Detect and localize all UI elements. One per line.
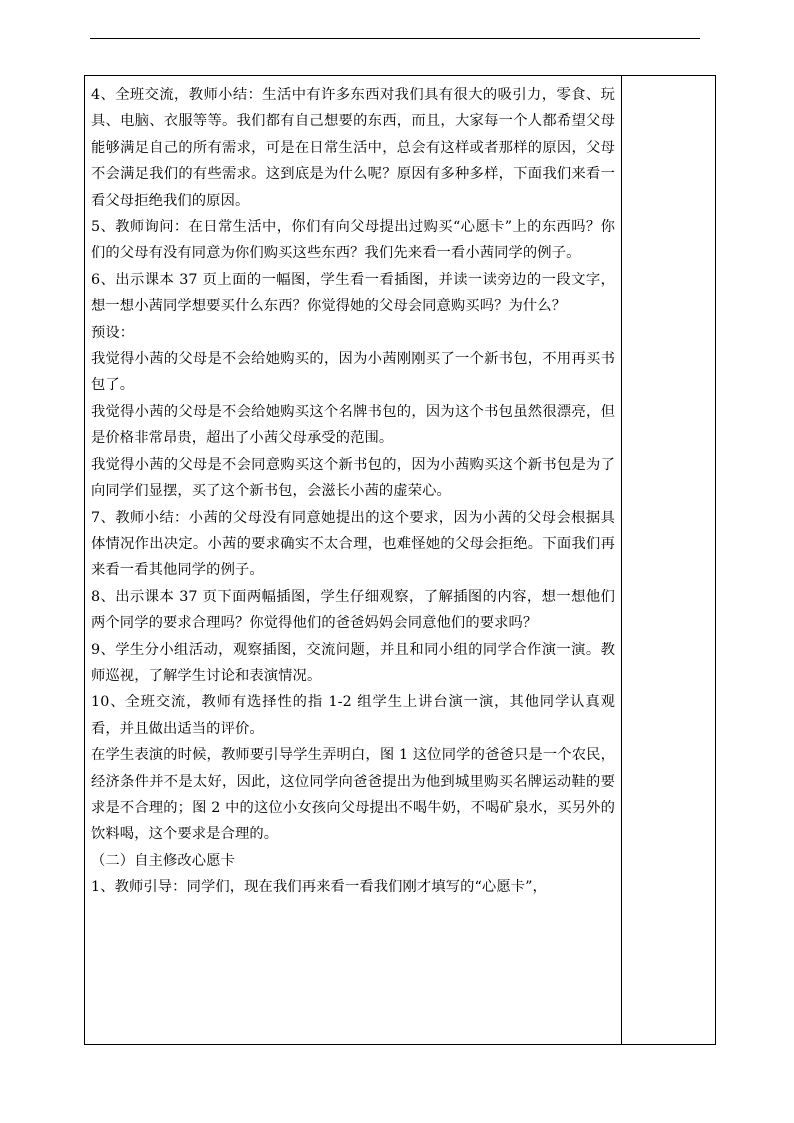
paragraph-preset-answer-3: 我觉得小茜的父母是不会同意购买这个新书包的，因为小茜购买这个新书包是为了向同学们显摆，买了这个新书包，会滋长小茜的虚荣心。 bbox=[91, 456, 615, 500]
paragraph-step-9: 9、学生分小组活动，观察插图，交流问题，并且和同小组的同学合作演一演。教师巡视，了解学生讨论和表演情况。 bbox=[91, 641, 615, 684]
paragraph-step-1-guidance: 1、教师引导：同学们，现在我们再来看一看我们刚才填写的“心愿卡”， bbox=[91, 879, 547, 896]
header-rule bbox=[90, 38, 700, 39]
paragraph-step-5: 5、教师询问：在日常生活中，你们有向父母提出过购买“心愿卡”上的东西吗？你们的父母有没有同意为你们购买这些东西？我们先来看一看小茜同学的例子。 bbox=[91, 219, 615, 262]
lesson-table bbox=[84, 75, 716, 1045]
paragraph-step-7: 7、教师小结：小茜的父母没有同意她提出的这个要求，因为小茜的父母会根据具体情况作出决定。小茜的要求确实不太合理，也难怪她的父母会拒绝。下面我们再来看一看其他同学的例子。 bbox=[91, 509, 615, 579]
paragraph-step-4: 4、全班交流，教师小结：生活中有许多东西对我们具有很大的吸引力，零食、玩具、电脑、衣服等等。我们都有自己想要的东西，而且，大家每一个人都希望父母能够满足自己的所有需求，可是在日常生活中，总会有这样或者那样的原因，父母不会满足我们的有些需求。这到底是为什么呢？原因有多种多样，下面我们来看一看父母拒绝我们的原因。 bbox=[91, 87, 615, 209]
paragraph-preset-answer-1: 我觉得小茜的父母是不会给她购买的，因为小茜刚刚买了一个新书包，不用再买书包了。 bbox=[91, 351, 615, 394]
paragraph-performance-guidance: 在学生表演的时候，教师要引导学生弄明白，图 1 这位同学的爸爸只是一个农民，经济条件并不是太好，因此，这位同学向爸爸提出为他到城里购买名牌运动鞋的要求是不合理的；图 2 中的这位小女孩向父母提出不喝牛奶，不喝矿泉水，买另外的饮料喝，这个要求是合理的。 bbox=[91, 747, 615, 843]
paragraph-step-8: 8、出示课本 37 页下面两幅插图，学生仔细观察，了解插图的内容，想一想他们两个同学的要求合理吗？你觉得他们的爸爸妈妈会同意他们的要求吗？ bbox=[91, 588, 615, 632]
paragraph-preset-answer-2: 我觉得小茜的父母是不会给她购买这个名牌书包的，因为这个书包虽然很漂亮，但是价格非常昂贵，超出了小茜父母承受的范围。 bbox=[91, 403, 615, 447]
paragraph-step-6: 6、出示课本 37 页上面的一幅图，学生看一看插图，并读一读旁边的一段文字，想一想小茜同学想要买什么东西？你觉得她的父母会同意购买吗？为什么？ bbox=[91, 271, 615, 315]
lesson-content-cell bbox=[85, 82, 621, 901]
paragraph-step-10: 10、全班交流，教师有选择性的指 1-2 组学生上讲台演一演，其他同学认真观看，并且做出适当的评价。 bbox=[91, 694, 615, 737]
section-heading-revise-wish-card: （二）自主修改心愿卡 bbox=[91, 852, 235, 869]
paragraph-preset-label: 预设： bbox=[91, 324, 135, 341]
column-divider bbox=[621, 76, 622, 1044]
